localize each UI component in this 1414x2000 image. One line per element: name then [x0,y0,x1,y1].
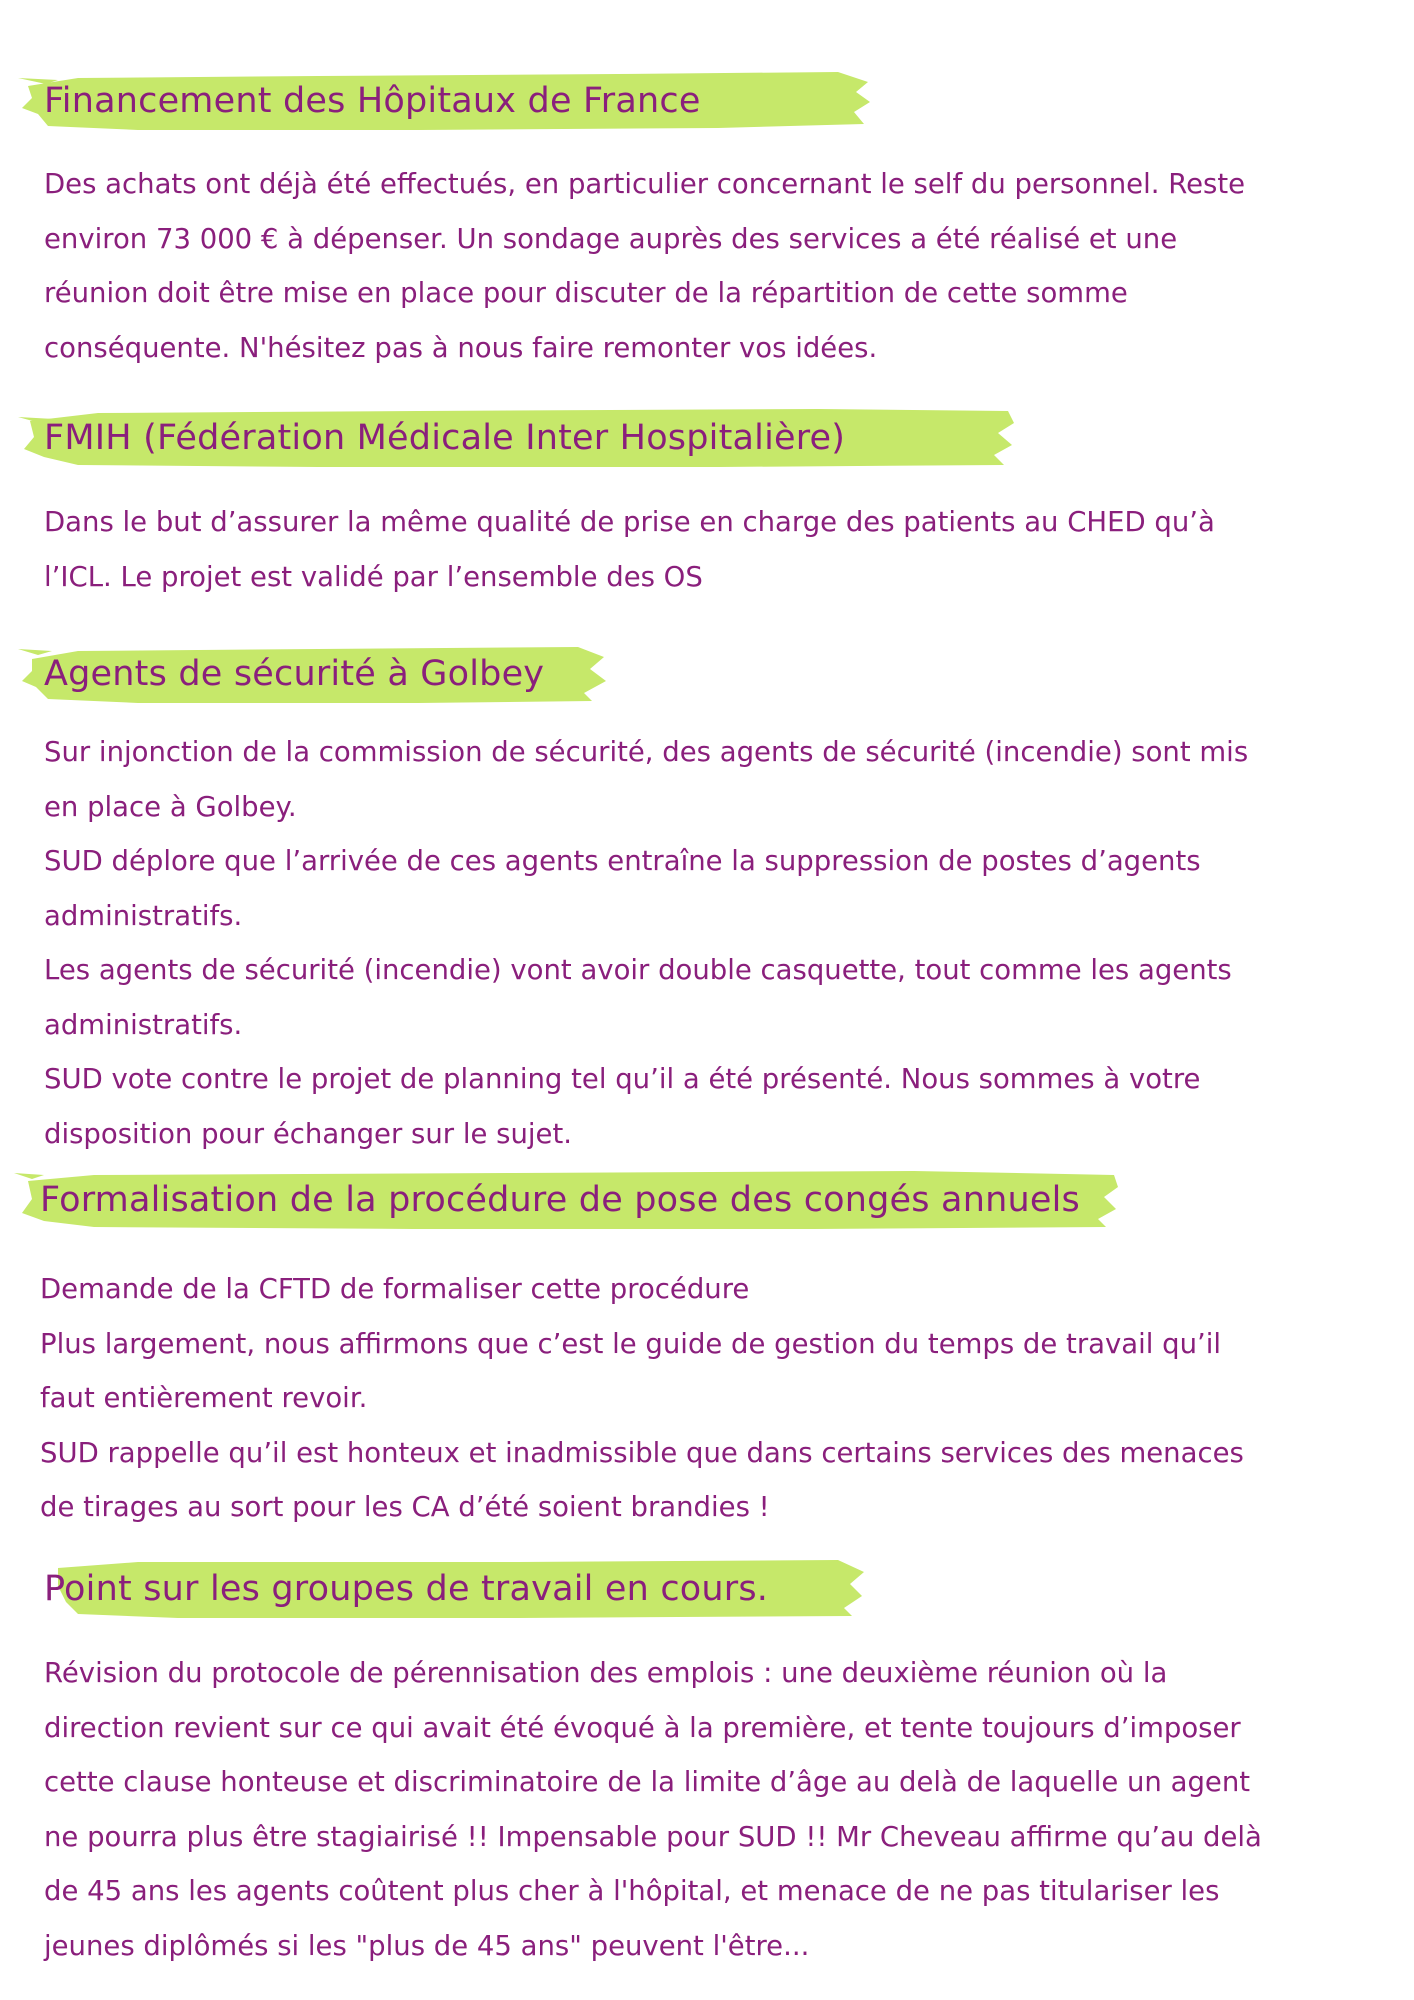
text-line: de 45 ans les agents coûtent plus cher à l'hôpital, et menace de ne pas titulariser les [44,1875,1220,1907]
section-heading-text: Formalisation de la procédure de pose des congés annuels [40,1180,1080,1220]
text-line: ne pourra plus être stagiairisé !! Impensable pour SUD !! Mr Cheveau affirme qu’au delà [44,1820,1262,1853]
text-line: SUD vote contre le projet de planning tel qu’il a été présenté. Nous sommes à votre [44,1063,1201,1095]
text-line: jeunes diplômés si les "plus de 45 ans" peuvent l'être... [44,1929,810,1962]
text-line: Les agents de sécurité (incendie) vont avoir double casquette, tout comme les agents [44,954,1232,986]
section-body-conges [40,1262,1244,1535]
text-line: SUD déplore que l’arrivée de ces agents entraîne la suppression de postes d’agents [44,845,1201,877]
section-heading-conges [14,1167,1118,1233]
section-heading-text: Point sur les groupes de travail en cours. [44,1569,769,1609]
text-line: Des achats ont déjà été effectués, en particulier concernant le self du personnel. Reste [44,168,1246,200]
section-body-fmih [44,495,1215,604]
text-line: réunion doit être mise en place pour discuter de la répartition de cette somme [44,277,1128,309]
section-heading-text: FMIH (Fédération Médicale Inter Hospitalière) [44,418,846,458]
text-line: Plus largement, nous affirmons que c’est le guide de gestion du temps de travail qu’il [40,1327,1222,1360]
text-line: administratifs. [44,899,243,932]
section-body-agents-securite [44,725,1248,1161]
text-line: en place à Golbey. [44,790,297,823]
text-line: administratifs. [44,1008,243,1041]
section-heading-financement [18,68,870,134]
section-body-groupes-travail [44,1646,1262,1973]
text-line: faut entièrement revoir. [40,1382,368,1414]
section-heading-text: Agents de sécurité à Golbey [44,654,545,694]
section-heading-text: Financement des Hôpitaux de France [44,81,701,121]
text-line: SUD rappelle qu’il est honteux et inadmissible que dans certains services des menaces [40,1436,1244,1469]
section-heading-groupes-travail [18,1556,864,1622]
text-line: direction revient sur ce qui avait été évoqué à la première, et tente toujours d’imposer [44,1711,1241,1744]
text-line: cette clause honteuse et discriminatoire de la limite d’âge au delà de laquelle un agent [44,1766,1251,1798]
text-line: disposition pour échanger sur le sujet. [44,1117,572,1150]
text-line: Sur injonction de la commission de sécurité, des agents de sécurité (incendie) sont mis [44,736,1249,768]
section-heading-agents-securite [18,641,606,707]
text-line: environ 73 000 € à dépenser. Un sondage auprès des services a été réalisé et une [44,222,1178,255]
text-line: de tirages au sort pour les CA d’été soient brandies ! [40,1491,770,1523]
text-line: Révision du protocole de pérennisation des emplois : une deuxième réunion où la [44,1657,1168,1689]
text-line: Demande de la CFTD de formaliser cette procédure [40,1273,750,1305]
section-heading-fmih [18,405,1014,471]
text-line: l’ICL. Le projet est validé par l’ensemble des OS [44,560,703,593]
text-line: conséquente. N'hésitez pas à nous faire remonter vos idées. [44,331,878,364]
section-body-financement [44,157,1245,375]
text-line: Dans le but d’assurer la même qualité de prise en charge des patients au CHED qu’à [44,506,1215,538]
